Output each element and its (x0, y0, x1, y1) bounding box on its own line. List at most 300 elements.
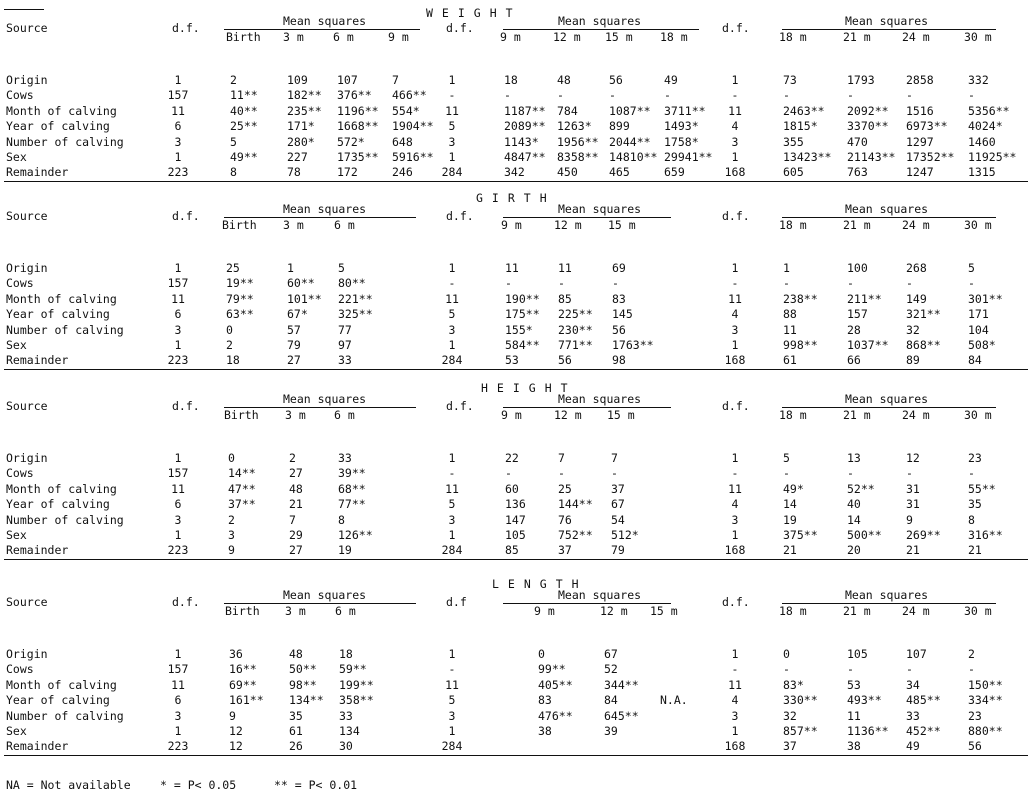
df-header-1: d.f. (172, 21, 200, 35)
mean-square-cell: 14** (228, 466, 256, 481)
col-label-p1: Birth (222, 218, 257, 232)
df-value-1: 3 (174, 322, 182, 337)
df-value-1: 223 (167, 353, 189, 368)
mean-square-cell: 83* (783, 677, 804, 692)
df-value-3: 168 (724, 739, 746, 754)
mean-square-cell: 605 (783, 165, 804, 180)
mean-square-cell: 56 (968, 739, 982, 754)
mean-square-cell: 1735** (337, 150, 379, 164)
mean-square-cell: 17352** (906, 150, 955, 164)
mean-squares-header-1: Mean squares (283, 588, 367, 602)
mean-square-cell: 269** (906, 528, 941, 542)
df-value-3: 4 (731, 119, 739, 134)
mean-square-cell: 648 (392, 134, 413, 149)
mean-square-cell: 40 (847, 497, 861, 512)
source-header: Source (6, 595, 48, 609)
df-value-3: 1 (731, 338, 739, 352)
mean-square-cell: 2858 (906, 73, 934, 87)
df-value-1: 1 (174, 338, 182, 352)
mean-square-cell: 150** (968, 677, 1003, 692)
mean-square-cell: 100 (847, 261, 868, 275)
mean-square-cell: 31 (906, 497, 920, 512)
row-label: Sex (6, 150, 27, 164)
mean-square-cell: 235** (287, 103, 322, 118)
df-value-3: 3 (731, 322, 739, 337)
mean-square-cell: 97 (338, 338, 352, 352)
mean-square-cell: 32 (906, 322, 920, 337)
mean-square-cell: 18 (504, 73, 518, 87)
row-label: Year of calving (6, 497, 110, 512)
mean-square-cell: 8 (230, 165, 237, 180)
mean-square-cell: - (611, 466, 618, 481)
mean-square-cell: 1143* (504, 134, 539, 149)
mean-square-cell: 26 (289, 739, 303, 754)
df-value-3: 3 (731, 512, 739, 527)
df-value-3: 4 (731, 693, 739, 708)
mean-squares-header-1: Mean squares (283, 202, 367, 216)
df-value-1: 6 (174, 307, 182, 322)
mean-square-cell: 33 (338, 451, 352, 465)
mean-square-cell: - (505, 276, 512, 291)
mean-square-cell: 2463** (783, 103, 825, 118)
mean-square-cell: 12 (906, 451, 920, 465)
mean-square-cell: 376** (337, 88, 372, 103)
row-label: Cows (6, 88, 34, 103)
df-value-1: 1 (174, 647, 182, 661)
mean-square-cell: - (847, 276, 854, 291)
mean-square-cell: 52 (604, 662, 618, 677)
mean-square-cell: 405** (538, 677, 573, 692)
row-label: Origin (6, 73, 48, 87)
mean-square-cell: 37 (558, 543, 572, 558)
mean-square-cell: 18 (339, 647, 353, 661)
mean-square-cell: 7 (611, 451, 618, 465)
df-value-3: - (731, 662, 739, 677)
row-label: Number of calving (6, 134, 124, 149)
mean-square-cell: 325** (338, 307, 373, 322)
df-value-2: 1 (448, 451, 456, 465)
df-value-1: 3 (174, 708, 182, 723)
mean-square-cell: 1815* (783, 119, 818, 134)
mean-squares-header-3: Mean squares (845, 14, 929, 28)
mean-square-cell: 89 (906, 353, 920, 368)
mean-square-cell: 40** (230, 103, 258, 118)
mean-square-cell: 49 (906, 739, 920, 754)
mean-square-cell: 6973** (906, 119, 948, 134)
mean-square-cell: 500** (847, 528, 882, 542)
col-label-p3: 21 m (843, 604, 871, 618)
mean-square-cell: - (609, 88, 616, 103)
mean-square-cell: - (783, 466, 790, 481)
mean-square-cell: 465 (609, 165, 630, 180)
df-header-2: d.f. (446, 399, 474, 413)
row-label: Number of calving (6, 322, 124, 337)
mean-square-cell: - (612, 276, 619, 291)
mean-square-cell: 1956** (557, 134, 599, 149)
mean-square-cell: 36 (229, 647, 243, 661)
mean-square-cell: 98 (612, 353, 626, 368)
mean-square-cell: 3370** (847, 119, 889, 134)
mean-squares-header-2: Mean squares (558, 202, 642, 216)
df-value-2: 1 (448, 338, 456, 352)
mean-square-cell: 34 (906, 677, 920, 692)
col-label-p1: Birth (225, 604, 260, 618)
mean-square-cell: - (783, 662, 790, 677)
mean-square-cell: 50** (289, 662, 317, 677)
mean-square-cell: - (664, 88, 671, 103)
mean-square-cell: 880** (968, 724, 1003, 738)
df-value-2: 1 (448, 724, 456, 738)
row-label: Sex (6, 724, 27, 738)
mean-square-cell: 80** (338, 276, 366, 291)
row-label: Year of calving (6, 693, 110, 708)
mean-square-cell: 899 (609, 119, 630, 134)
mean-square-cell: 1136** (847, 724, 889, 738)
mean-square-cell: 55** (968, 481, 996, 496)
mean-square-cell: 334** (968, 693, 1003, 708)
df-value-1: 157 (167, 88, 189, 103)
df-value-1: 157 (167, 466, 189, 481)
mean-square-cell: 157 (847, 307, 868, 322)
mean-square-cell: 18 (226, 353, 240, 368)
mean-square-cell: - (847, 88, 854, 103)
mean-square-cell: 1297 (906, 134, 934, 149)
mean-square-cell: 1668** (337, 119, 379, 134)
mean-square-cell: 301** (968, 291, 1003, 306)
df-value-3: 1 (731, 724, 739, 738)
mean-square-cell: 21 (289, 497, 303, 512)
col-label-p2: 9 m (500, 30, 521, 44)
mean-square-cell: 99** (538, 662, 566, 677)
col-label-p3: 18 m (779, 218, 807, 232)
row-label: Year of calving (6, 119, 110, 134)
df-value-2: 3 (448, 512, 456, 527)
mean-square-cell: 67* (287, 307, 308, 322)
mean-squares-header-1: Mean squares (283, 14, 367, 28)
mean-square-cell: - (558, 466, 565, 481)
row-label: Remainder (6, 543, 69, 558)
mean-square-cell: 33 (906, 708, 920, 723)
df-value-1: 223 (167, 165, 189, 180)
mean-square-cell: 1793 (847, 73, 875, 87)
mean-square-cell: 330** (783, 693, 818, 708)
mean-square-cell: 66 (847, 353, 861, 368)
mean-square-cell: 7 (558, 451, 565, 465)
mean-square-cell: 67 (611, 497, 625, 512)
mean-square-cell: 78 (287, 165, 301, 180)
mean-square-cell: 2092** (847, 103, 889, 118)
mean-square-cell: 14 (847, 512, 861, 527)
mean-square-cell: 68** (338, 481, 366, 496)
col-label-p1: 9 m (388, 30, 409, 44)
mean-square-cell: 35 (289, 708, 303, 723)
mean-square-cell: 344** (604, 677, 639, 692)
mean-square-cell: - (783, 88, 790, 103)
col-label-p2: 15 m (605, 30, 633, 44)
col-label-p3: 24 m (902, 408, 930, 422)
df-header-2: d.f. (446, 209, 474, 223)
row-label: Year of calving (6, 307, 110, 322)
df-value-2: 284 (441, 353, 463, 368)
df-header-1: d.f. (172, 399, 200, 413)
section-bottom-rule (4, 559, 1028, 560)
df-value-3: - (731, 276, 739, 291)
mean-square-cell: 199** (339, 677, 374, 692)
df-value-1: 157 (167, 662, 189, 677)
df-header-2: d.f. (446, 21, 474, 35)
col-label-p3: 30 m (964, 408, 992, 422)
mean-square-cell: 321** (906, 307, 941, 322)
col-label-p3: 30 m (964, 604, 992, 618)
row-label: Origin (6, 261, 48, 275)
mean-square-cell: - (504, 88, 511, 103)
mean-square-cell: 16** (229, 662, 257, 677)
mean-square-cell: 79 (287, 338, 301, 352)
mean-square-cell: 69** (229, 677, 257, 692)
mean-square-cell: 476** (538, 708, 573, 723)
mean-square-cell: 230** (558, 322, 593, 337)
col-label-p1: Birth (226, 30, 261, 44)
mean-square-cell: 67 (604, 647, 618, 661)
df-value-3: 3 (731, 134, 739, 149)
col-label-p1: 3 m (285, 408, 306, 422)
df-header-2: d.f (446, 595, 467, 609)
mean-square-cell: 2044** (609, 134, 651, 149)
mean-square-cell: 572* (337, 134, 365, 149)
source-header: Source (6, 209, 48, 223)
mean-square-cell: 48 (557, 73, 571, 87)
df-value-1: 3 (174, 134, 182, 149)
mean-square-cell: 83 (612, 291, 626, 306)
mean-square-cell: 25** (230, 119, 258, 134)
mean-square-cell: - (906, 662, 913, 677)
df-value-1: 157 (167, 276, 189, 291)
mean-square-cell: 280* (287, 134, 315, 149)
footnote-na: NA = Not available (6, 778, 131, 792)
footnote-p05: * = P< 0.05 (160, 778, 237, 792)
mean-square-cell: - (847, 662, 854, 677)
row-label: Month of calving (6, 291, 117, 306)
col-label-p1: 6 m (333, 30, 354, 44)
mean-square-cell: 5 (338, 261, 345, 275)
mean-square-cell: 59** (339, 662, 367, 677)
mean-square-cell: 375** (783, 528, 818, 542)
df-value-1: 1 (174, 528, 182, 542)
col-label-p3: 24 m (902, 218, 930, 232)
df-value-1: 1 (174, 150, 182, 164)
col-label-p1: 3 m (285, 604, 306, 618)
mean-square-cell: 83 (538, 693, 552, 708)
mean-square-cell: 144** (558, 497, 593, 512)
mean-square-cell: 342 (504, 165, 525, 180)
mean-square-cell: 147 (505, 512, 526, 527)
section-bottom-rule (4, 755, 1028, 756)
mean-square-cell: 316** (968, 528, 1003, 542)
mean-square-cell: 645** (604, 708, 639, 723)
mean-square-cell: 85 (505, 543, 519, 558)
col-label-p2: 9 m (501, 408, 522, 422)
mean-square-cell: 37 (783, 739, 797, 754)
col-label-p3: 18 m (779, 30, 807, 44)
mean-square-cell: 784 (557, 103, 578, 118)
mean-square-cell: 5 (968, 261, 975, 275)
mean-square-cell: - (505, 466, 512, 481)
mean-square-cell: 14810** (609, 150, 658, 164)
mean-square-cell: 7 (289, 512, 296, 527)
mean-square-cell: 2 (289, 451, 296, 465)
mean-square-cell: 22 (505, 451, 519, 465)
mean-square-cell: 9 (228, 543, 235, 558)
col-label-p1: 3 m (283, 218, 304, 232)
mean-square-cell: 105 (847, 647, 868, 661)
mean-square-cell: 61 (783, 353, 797, 368)
mean-square-cell: 0 (228, 451, 235, 465)
mean-square-cell: 0 (783, 647, 790, 661)
mean-square-cell: 21 (968, 543, 982, 558)
mean-square-cell: 39 (604, 724, 618, 738)
mean-square-cell: 101** (287, 291, 322, 306)
mean-square-cell: 31 (906, 481, 920, 496)
mean-square-cell: 14 (783, 497, 797, 512)
mean-square-cell: 171* (287, 119, 315, 134)
df-value-2: 1 (448, 150, 456, 164)
mean-square-cell: 145 (612, 307, 633, 322)
df-value-3: 1 (731, 528, 739, 542)
mean-square-cell: 0 (538, 647, 545, 661)
mean-square-cell: 37 (611, 481, 625, 496)
df-header-3: d.f. (722, 21, 750, 35)
df-value-1: 6 (174, 119, 182, 134)
mean-square-cell: 25 (558, 481, 572, 496)
mean-square-cell: 332 (968, 73, 989, 87)
df-value-1: 223 (167, 739, 189, 754)
mean-squares-rule-2 (503, 407, 671, 408)
mean-square-cell: 358** (339, 693, 374, 708)
mean-square-cell: 584** (505, 338, 540, 352)
df-header-1: d.f. (172, 209, 200, 223)
mean-square-cell: 49** (230, 150, 258, 164)
section-title: WEIGHT (426, 6, 522, 20)
df-value-2: - (448, 88, 456, 103)
section-title: HEIGHT (481, 381, 577, 395)
df-value-2: 3 (448, 322, 456, 337)
mean-squares-rule-2 (503, 217, 671, 218)
mean-square-cell: 20 (847, 543, 861, 558)
row-label: Number of calving (6, 708, 124, 723)
df-value-2: 5 (448, 693, 456, 708)
mean-square-cell: 47** (228, 481, 256, 496)
mean-squares-header-2: Mean squares (558, 588, 642, 602)
col-label-p1: Birth (224, 408, 259, 422)
mean-square-cell: 12 (229, 724, 243, 738)
mean-square-cell: 38 (538, 724, 552, 738)
mean-square-cell: 512* (611, 528, 639, 542)
mean-squares-header-2: Mean squares (558, 14, 642, 28)
col-label-p2: 15 m (650, 604, 678, 618)
mean-square-cell: 452** (906, 724, 941, 738)
df-value-3: 3 (731, 708, 739, 723)
mean-square-cell: 136 (505, 497, 526, 512)
mean-square-cell: 49* (783, 481, 804, 496)
df-value-3: 11 (728, 291, 742, 306)
mean-square-cell: 105 (505, 528, 526, 542)
col-label-p3: 30 m (964, 218, 992, 232)
df-value-3: 168 (724, 543, 746, 558)
mean-square-cell: 11** (230, 88, 258, 103)
row-label: Number of calving (6, 512, 124, 527)
section-title: GIRTH (476, 191, 556, 205)
df-value-2: 284 (441, 543, 463, 558)
mean-square-cell: 3 (228, 528, 235, 542)
mean-square-cell: 11 (847, 708, 861, 723)
mean-square-cell: - (783, 276, 790, 291)
mean-square-cell: 77** (338, 497, 366, 512)
df-value-3: 11 (728, 103, 742, 118)
mean-square-cell: 190** (505, 291, 540, 306)
df-value-1: 1 (174, 261, 182, 275)
mean-square-cell: 63** (226, 307, 254, 322)
mean-square-cell: 238** (783, 291, 818, 306)
mean-square-cell: 5 (783, 451, 790, 465)
mean-square-cell: 1037** (847, 338, 889, 352)
mean-square-cell: 4024* (968, 119, 1003, 134)
mean-square-cell: 25 (226, 261, 240, 275)
mean-square-cell: 107 (337, 73, 358, 87)
mean-square-cell: 0 (226, 322, 233, 337)
mean-square-cell: 493** (847, 693, 882, 708)
mean-square-cell: 79** (226, 291, 254, 306)
mean-square-cell: 53 (505, 353, 519, 368)
mean-square-cell: 355 (783, 134, 804, 149)
mean-square-cell: 77 (338, 322, 352, 337)
df-value-3: 1 (731, 150, 739, 164)
mean-square-cell: 13 (847, 451, 861, 465)
mean-square-cell: - (558, 276, 565, 291)
df-value-3: 168 (724, 165, 746, 180)
col-label-p3: 21 m (843, 30, 871, 44)
mean-squares-header-3: Mean squares (845, 202, 929, 216)
mean-square-cell: 19 (783, 512, 797, 527)
mean-square-cell: 56 (612, 322, 626, 337)
mean-square-cell: 1196** (337, 103, 379, 118)
mean-square-cell: 69 (612, 261, 626, 275)
col-label-p3: 18 m (779, 604, 807, 618)
df-header-3: d.f. (722, 209, 750, 223)
mean-squares-header-2: Mean squares (558, 392, 642, 406)
mean-squares-header-1: Mean squares (283, 392, 367, 406)
mean-square-cell: 134** (289, 693, 324, 708)
df-value-1: 6 (174, 693, 182, 708)
mean-square-cell: 11 (783, 322, 797, 337)
mean-square-cell: 126** (338, 528, 373, 542)
mean-square-cell: 21 (783, 543, 797, 558)
mean-square-cell: - (906, 466, 913, 481)
mean-square-cell: 161** (229, 693, 264, 708)
mean-square-cell: 466** (392, 88, 427, 103)
row-label: Cows (6, 466, 34, 481)
df-value-2: - (448, 466, 456, 481)
mean-square-cell: 8358** (557, 150, 599, 164)
mean-square-cell: 8 (968, 512, 975, 527)
col-label-p2: 12 m (553, 30, 581, 44)
mean-square-cell: 5 (230, 134, 237, 149)
df-value-3: 11 (728, 481, 742, 496)
df-value-1: 1 (174, 451, 182, 465)
mean-square-cell: 39** (338, 466, 366, 481)
mean-square-cell: 84 (968, 353, 982, 368)
df-value-2: 1 (448, 261, 456, 275)
mean-square-cell: 5356** (968, 103, 1010, 118)
